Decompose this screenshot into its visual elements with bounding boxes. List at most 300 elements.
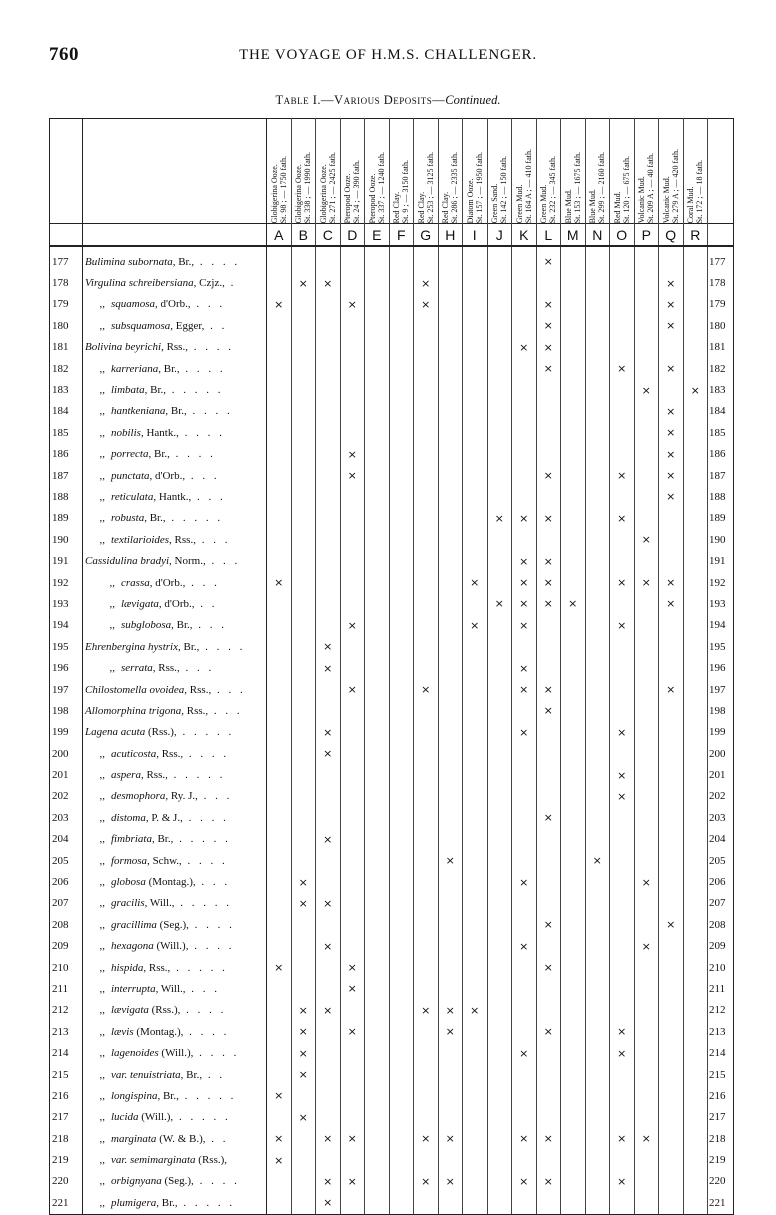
species-name: porrecta — [111, 448, 149, 461]
occurrence-cell-e — [365, 722, 390, 743]
occurrence-cell-n — [585, 1042, 610, 1063]
species-name-cell — [83, 764, 267, 785]
occurrence-cell-j — [487, 337, 512, 358]
ditto-mark: ,, — [99, 1089, 105, 1102]
deposit-header-g — [414, 119, 439, 224]
occurrence-cell-q — [659, 422, 684, 443]
ditto-mark: ,, — [99, 533, 105, 546]
occurrence-cell-j — [487, 593, 512, 614]
species-authority: , Will., — [155, 982, 186, 995]
occurrence-mark: × — [666, 918, 676, 932]
occurrence-mark: × — [347, 1132, 357, 1146]
occurrence-cell-a — [267, 444, 292, 465]
occurrence-cell-o — [610, 1149, 635, 1170]
occurrence-cell-d — [340, 572, 365, 593]
occurrence-cell-m — [561, 337, 586, 358]
occurrence-cell-m — [561, 1192, 586, 1214]
deposit-header-k — [512, 119, 537, 224]
occurrence-cell-b — [291, 829, 316, 850]
species-authority: , Br., — [180, 1068, 203, 1081]
species-authority: , Czjz., — [193, 277, 225, 290]
species-authority: , Rss., — [184, 683, 212, 696]
row-number-right: 198 — [708, 700, 734, 721]
occurrence-cell-a — [267, 1171, 292, 1192]
occurrence-cell-k — [512, 508, 537, 529]
occurrence-cell-j — [487, 1149, 512, 1170]
occurrence-cell-h — [438, 1192, 463, 1214]
occurrence-mark: × — [347, 1025, 357, 1039]
occurrence-mark: × — [617, 1132, 627, 1146]
occurrence-cell-a — [267, 1149, 292, 1170]
occurrence-cell-h — [438, 1042, 463, 1063]
column-letter: I — [463, 224, 488, 247]
row-number: 212 — [50, 1000, 83, 1021]
table-row — [50, 978, 734, 999]
occurrence-cell-m — [561, 615, 586, 636]
occurrence-cell-a — [267, 1000, 292, 1021]
occurrence-cell-k — [512, 893, 537, 914]
occurrence-cell-l — [536, 1192, 561, 1214]
species-authority: (Rss.), — [145, 726, 177, 739]
species-authority: (Seg.), — [161, 1175, 194, 1188]
occurrence-cell-h — [438, 315, 463, 336]
occurrence-cell-b — [291, 936, 316, 957]
occurrence-cell-l — [536, 764, 561, 785]
occurrence-cell-p — [634, 1000, 659, 1021]
occurrence-cell-p — [634, 379, 659, 400]
deposit-header-q — [659, 119, 684, 224]
occurrence-cell-q — [659, 764, 684, 785]
occurrence-cell-d — [340, 615, 365, 636]
occurrence-cell-f — [389, 1149, 414, 1170]
occurrence-cell-l — [536, 272, 561, 293]
occurrence-cell-c — [316, 465, 341, 486]
row-number-right: 181 — [708, 337, 734, 358]
occurrence-cell-e — [365, 1000, 390, 1021]
occurrence-cell-o — [610, 1000, 635, 1021]
species-name: lævis — [111, 1025, 134, 1038]
row-number: 190 — [50, 529, 83, 550]
occurrence-cell-a — [267, 957, 292, 978]
occurrence-cell-f — [389, 957, 414, 978]
occurrence-cell-f — [389, 272, 414, 293]
occurrence-cell-a — [267, 893, 292, 914]
occurrence-cell-r — [683, 957, 708, 978]
row-number: 189 — [50, 508, 83, 529]
occurrence-cell-b — [291, 850, 316, 871]
species-name: interrupta — [111, 982, 156, 995]
occurrence-cell-n — [585, 914, 610, 935]
occurrence-mark: × — [519, 1174, 529, 1188]
occurrence-cell-i — [463, 486, 488, 507]
occurrence-cell-g — [414, 315, 439, 336]
occurrence-cell-c — [316, 893, 341, 914]
occurrence-cell-h — [438, 914, 463, 935]
row-number: 203 — [50, 807, 83, 828]
row-number: 185 — [50, 422, 83, 443]
occurrence-cell-f — [389, 850, 414, 871]
occurrence-cell-l — [536, 1021, 561, 1042]
occurrence-mark: × — [543, 1174, 553, 1188]
table-row — [50, 1021, 734, 1042]
occurrence-cell-i — [463, 379, 488, 400]
occurrence-cell-d — [340, 358, 365, 379]
row-number: 193 — [50, 593, 83, 614]
occurrence-cell-n — [585, 294, 610, 315]
occurrence-cell-o — [610, 358, 635, 379]
occurrence-cell-l — [536, 529, 561, 550]
occurrence-cell-r — [683, 936, 708, 957]
occurrence-cell-p — [634, 550, 659, 571]
occurrence-cell-k — [512, 529, 537, 550]
occurrence-cell-o — [610, 401, 635, 422]
ditto-mark: ,, — [99, 1004, 105, 1017]
species-name: hexagona — [111, 940, 154, 953]
occurrence-cell-j — [487, 914, 512, 935]
occurrence-mark: × — [298, 875, 308, 889]
occurrence-cell-b — [291, 786, 316, 807]
occurrence-cell-i — [463, 315, 488, 336]
ditto-mark: ,, — [99, 1068, 105, 1081]
occurrence-cell-k — [512, 1171, 537, 1192]
occurrence-cell-g — [414, 1064, 439, 1085]
occurrence-cell-p — [634, 315, 659, 336]
occurrence-cell-d — [340, 893, 365, 914]
occurrence-cell-e — [365, 294, 390, 315]
leader-dots: . . . . — [178, 426, 225, 439]
species-name-cell — [83, 871, 267, 892]
occurrence-cell-o — [610, 957, 635, 978]
species-name: Bolivina beyrichi — [85, 341, 162, 354]
occurrence-cell-k — [512, 337, 537, 358]
occurrence-mark: × — [617, 618, 627, 632]
occurrence-cell-l — [536, 1107, 561, 1128]
row-number: 210 — [50, 957, 83, 978]
row-number-right: 209 — [708, 936, 734, 957]
occurrence-mark: × — [421, 1003, 431, 1017]
species-name-cell — [83, 615, 267, 636]
occurrence-mark: × — [494, 597, 504, 611]
occurrence-cell-n — [585, 529, 610, 550]
occurrence-mark: × — [543, 1132, 553, 1146]
table-row — [50, 636, 734, 657]
occurrence-mark: × — [323, 1196, 333, 1210]
occurrence-cell-e — [365, 936, 390, 957]
occurrence-cell-e — [365, 1085, 390, 1106]
occurrence-cell-f — [389, 572, 414, 593]
column-letter: P — [634, 224, 659, 247]
occurrence-cell-o — [610, 572, 635, 593]
occurrence-cell-c — [316, 1149, 341, 1170]
species-name: squamosa — [111, 298, 156, 311]
occurrence-cell-b — [291, 572, 316, 593]
row-number-right: 213 — [708, 1021, 734, 1042]
occurrence-cell-n — [585, 1107, 610, 1128]
row-number: 180 — [50, 315, 83, 336]
occurrence-cell-q — [659, 914, 684, 935]
occurrence-mark: × — [543, 576, 553, 590]
occurrence-cell-d — [340, 1042, 365, 1063]
occurrence-cell-k — [512, 786, 537, 807]
occurrence-cell-p — [634, 1192, 659, 1214]
occurrence-cell-g — [414, 422, 439, 443]
occurrence-mark: × — [666, 319, 676, 333]
species-name-cell — [83, 786, 267, 807]
occurrence-cell-m — [561, 764, 586, 785]
occurrence-cell-a — [267, 379, 292, 400]
species-name-cell — [83, 572, 267, 593]
occurrence-cell-l — [536, 786, 561, 807]
occurrence-cell-e — [365, 807, 390, 828]
occurrence-cell-r — [683, 315, 708, 336]
occurrence-cell-k — [512, 978, 537, 999]
species-name-cell — [83, 337, 267, 358]
occurrence-cell-a — [267, 1192, 292, 1214]
species-authority: (Will.), — [153, 940, 189, 953]
occurrence-cell-o — [610, 807, 635, 828]
occurrence-cell-l — [536, 978, 561, 999]
occurrence-cell-r — [683, 337, 708, 358]
species-name: fimbriata — [111, 833, 152, 846]
occurrence-cell-i — [463, 871, 488, 892]
deposit-type: Globigerina Ooze. — [294, 163, 304, 223]
occurrence-cell-i — [463, 914, 488, 935]
occurrence-cell-k — [512, 850, 537, 871]
occurrence-cell-q — [659, 1128, 684, 1149]
occurrence-mark: × — [690, 383, 700, 397]
occurrence-mark: × — [323, 725, 333, 739]
occurrence-cell-e — [365, 593, 390, 614]
occurrence-cell-i — [463, 272, 488, 293]
occurrence-cell-j — [487, 401, 512, 422]
ditto-mark: ,, — [99, 1196, 105, 1209]
occurrence-cell-q — [659, 294, 684, 315]
occurrence-cell-f — [389, 593, 414, 614]
occurrence-cell-f — [389, 936, 414, 957]
table-row — [50, 722, 734, 743]
occurrence-cell-q — [659, 315, 684, 336]
row-number: 206 — [50, 871, 83, 892]
occurrence-cell-p — [634, 1021, 659, 1042]
deposit-station: St. 338 ; — 1990 fath. — [303, 151, 313, 223]
leader-dots: . . — [205, 1132, 229, 1145]
occurrence-cell-i — [463, 444, 488, 465]
occurrence-cell-n — [585, 936, 610, 957]
occurrence-cell-h — [438, 444, 463, 465]
occurrence-cell-n — [585, 657, 610, 678]
species-name: robusta — [111, 512, 145, 525]
occurrence-cell-d — [340, 829, 365, 850]
occurrence-cell-j — [487, 850, 512, 871]
occurrence-cell-r — [683, 657, 708, 678]
occurrence-cell-d — [340, 1000, 365, 1021]
occurrence-cell-r — [683, 422, 708, 443]
occurrence-cell-r — [683, 593, 708, 614]
occurrence-cell-r — [683, 700, 708, 721]
occurrence-mark: × — [323, 640, 333, 654]
species-name-cell — [83, 422, 267, 443]
occurrence-cell-n — [585, 1192, 610, 1214]
occurrence-cell-n — [585, 850, 610, 871]
occurrence-cell-d — [340, 1171, 365, 1192]
occurrence-cell-d — [340, 1064, 365, 1085]
occurrence-cell-g — [414, 936, 439, 957]
occurrence-cell-c — [316, 315, 341, 336]
species-authority: , Rss., — [181, 704, 209, 717]
occurrence-cell-e — [365, 657, 390, 678]
occurrence-mark: × — [494, 511, 504, 525]
occurrence-cell-h — [438, 807, 463, 828]
ditto-mark: ,, — [99, 319, 105, 332]
species-name-cell — [83, 1085, 267, 1106]
occurrence-mark: × — [543, 362, 553, 376]
occurrence-cell-b — [291, 465, 316, 486]
deposit-type: Globigerina Ooze. — [269, 163, 279, 223]
occurrence-mark: × — [298, 1025, 308, 1039]
occurrence-cell-a — [267, 807, 292, 828]
table-row — [50, 465, 734, 486]
table-row — [50, 358, 734, 379]
occurrence-cell-j — [487, 700, 512, 721]
table-row — [50, 679, 734, 700]
row-number-right: 186 — [708, 444, 734, 465]
table-row — [50, 508, 734, 529]
occurrence-cell-d — [340, 529, 365, 550]
occurrence-cell-n — [585, 315, 610, 336]
occurrence-cell-m — [561, 1085, 586, 1106]
occurrence-cell-l — [536, 508, 561, 529]
species-name: lævigata — [121, 597, 159, 610]
occurrence-cell-f — [389, 657, 414, 678]
occurrence-cell-j — [487, 529, 512, 550]
occurrence-cell-m — [561, 550, 586, 571]
deposit-station: St. 98 ; — 1750 fath. — [278, 155, 288, 223]
occurrence-cell-l — [536, 850, 561, 871]
occurrence-cell-j — [487, 508, 512, 529]
species-name: longispina — [111, 1089, 158, 1102]
occurrence-cell-l — [536, 401, 561, 422]
column-letter: D — [340, 224, 365, 247]
occurrence-mark: × — [274, 961, 284, 975]
occurrence-cell-c — [316, 700, 341, 721]
occurrence-mark: × — [641, 533, 651, 547]
occurrence-cell-p — [634, 1128, 659, 1149]
occurrence-cell-d — [340, 957, 365, 978]
occurrence-cell-f — [389, 358, 414, 379]
occurrence-cell-h — [438, 401, 463, 422]
occurrence-mark: × — [519, 875, 529, 889]
occurrence-mark: × — [543, 319, 553, 333]
occurrence-cell-f — [389, 722, 414, 743]
occurrence-cell-l — [536, 914, 561, 935]
occurrence-cell-l — [536, 486, 561, 507]
species-name-cell — [83, 807, 267, 828]
occurrence-cell-m — [561, 722, 586, 743]
occurrence-cell-k — [512, 358, 537, 379]
occurrence-mark: × — [543, 511, 553, 525]
ditto-mark: ,, — [99, 1175, 105, 1188]
occurrence-cell-l — [536, 657, 561, 678]
row-number-right: 219 — [708, 1149, 734, 1170]
occurrence-cell-r — [683, 1171, 708, 1192]
row-number: 211 — [50, 978, 83, 999]
deposit-type: Diatom Ooze. — [465, 178, 475, 223]
occurrence-cell-b — [291, 871, 316, 892]
occurrence-cell-p — [634, 1149, 659, 1170]
occurrence-cell-e — [365, 850, 390, 871]
row-number-right: 207 — [708, 893, 734, 914]
table-row — [50, 764, 734, 785]
occurrence-cell-i — [463, 786, 488, 807]
species-authority: (Will.), — [158, 1047, 194, 1060]
occurrence-cell-a — [267, 593, 292, 614]
occurrence-cell-o — [610, 550, 635, 571]
occurrence-cell-c — [316, 807, 341, 828]
row-number-right: 201 — [708, 764, 734, 785]
row-number: 199 — [50, 722, 83, 743]
species-name: Lagena acuta — [85, 726, 146, 739]
occurrence-cell-q — [659, 893, 684, 914]
occurrence-cell-m — [561, 1171, 586, 1192]
occurrence-cell-l — [536, 1149, 561, 1170]
occurrence-cell-p — [634, 401, 659, 422]
occurrence-cell-k — [512, 422, 537, 443]
species-name: Allomorphina trigona — [85, 704, 182, 717]
species-authority: , Rss., — [143, 961, 171, 974]
occurrence-cell-m — [561, 572, 586, 593]
occurrence-cell-i — [463, 572, 488, 593]
row-number: 191 — [50, 550, 83, 571]
occurrence-cell-f — [389, 743, 414, 764]
occurrence-cell-e — [365, 679, 390, 700]
row-number: 178 — [50, 272, 83, 293]
species-authority: , Rss., — [169, 533, 196, 546]
occurrence-cell-k — [512, 1128, 537, 1149]
occurrence-cell-h — [438, 550, 463, 571]
occurrence-cell-e — [365, 914, 390, 935]
occurrence-cell-a — [267, 1021, 292, 1042]
row-number-right: 190 — [708, 529, 734, 550]
occurrence-mark: × — [519, 725, 529, 739]
species-name: Ehrenbergina hystrix — [85, 640, 178, 653]
occurrence-cell-a — [267, 722, 292, 743]
species-authority: , d'Orb., — [158, 597, 195, 610]
occurrence-cell-p — [634, 572, 659, 593]
occurrence-cell-o — [610, 871, 635, 892]
occurrence-cell-i — [463, 679, 488, 700]
deposit-station: St. 253 ; — 3125 fath. — [425, 151, 435, 223]
occurrence-cell-c — [316, 1171, 341, 1192]
table-row — [50, 572, 734, 593]
occurrence-cell-d — [340, 636, 365, 657]
occurrence-mark: × — [543, 704, 553, 718]
occurrence-cell-g — [414, 1085, 439, 1106]
species-name-cell — [83, 936, 267, 957]
row-number-right: 180 — [708, 315, 734, 336]
occurrence-cell-m — [561, 294, 586, 315]
occurrence-cell-q — [659, 593, 684, 614]
row-number-right: 195 — [708, 636, 734, 657]
occurrence-cell-h — [438, 936, 463, 957]
table-row — [50, 914, 734, 935]
row-number-right: 179 — [708, 294, 734, 315]
species-authority: , Rss., — [156, 747, 184, 760]
occurrence-cell-f — [389, 1171, 414, 1192]
row-number-right: 178 — [708, 272, 734, 293]
occurrence-cell-b — [291, 1128, 316, 1149]
occurrence-cell-o — [610, 1085, 635, 1106]
species-name: hantkeniana — [111, 405, 166, 418]
